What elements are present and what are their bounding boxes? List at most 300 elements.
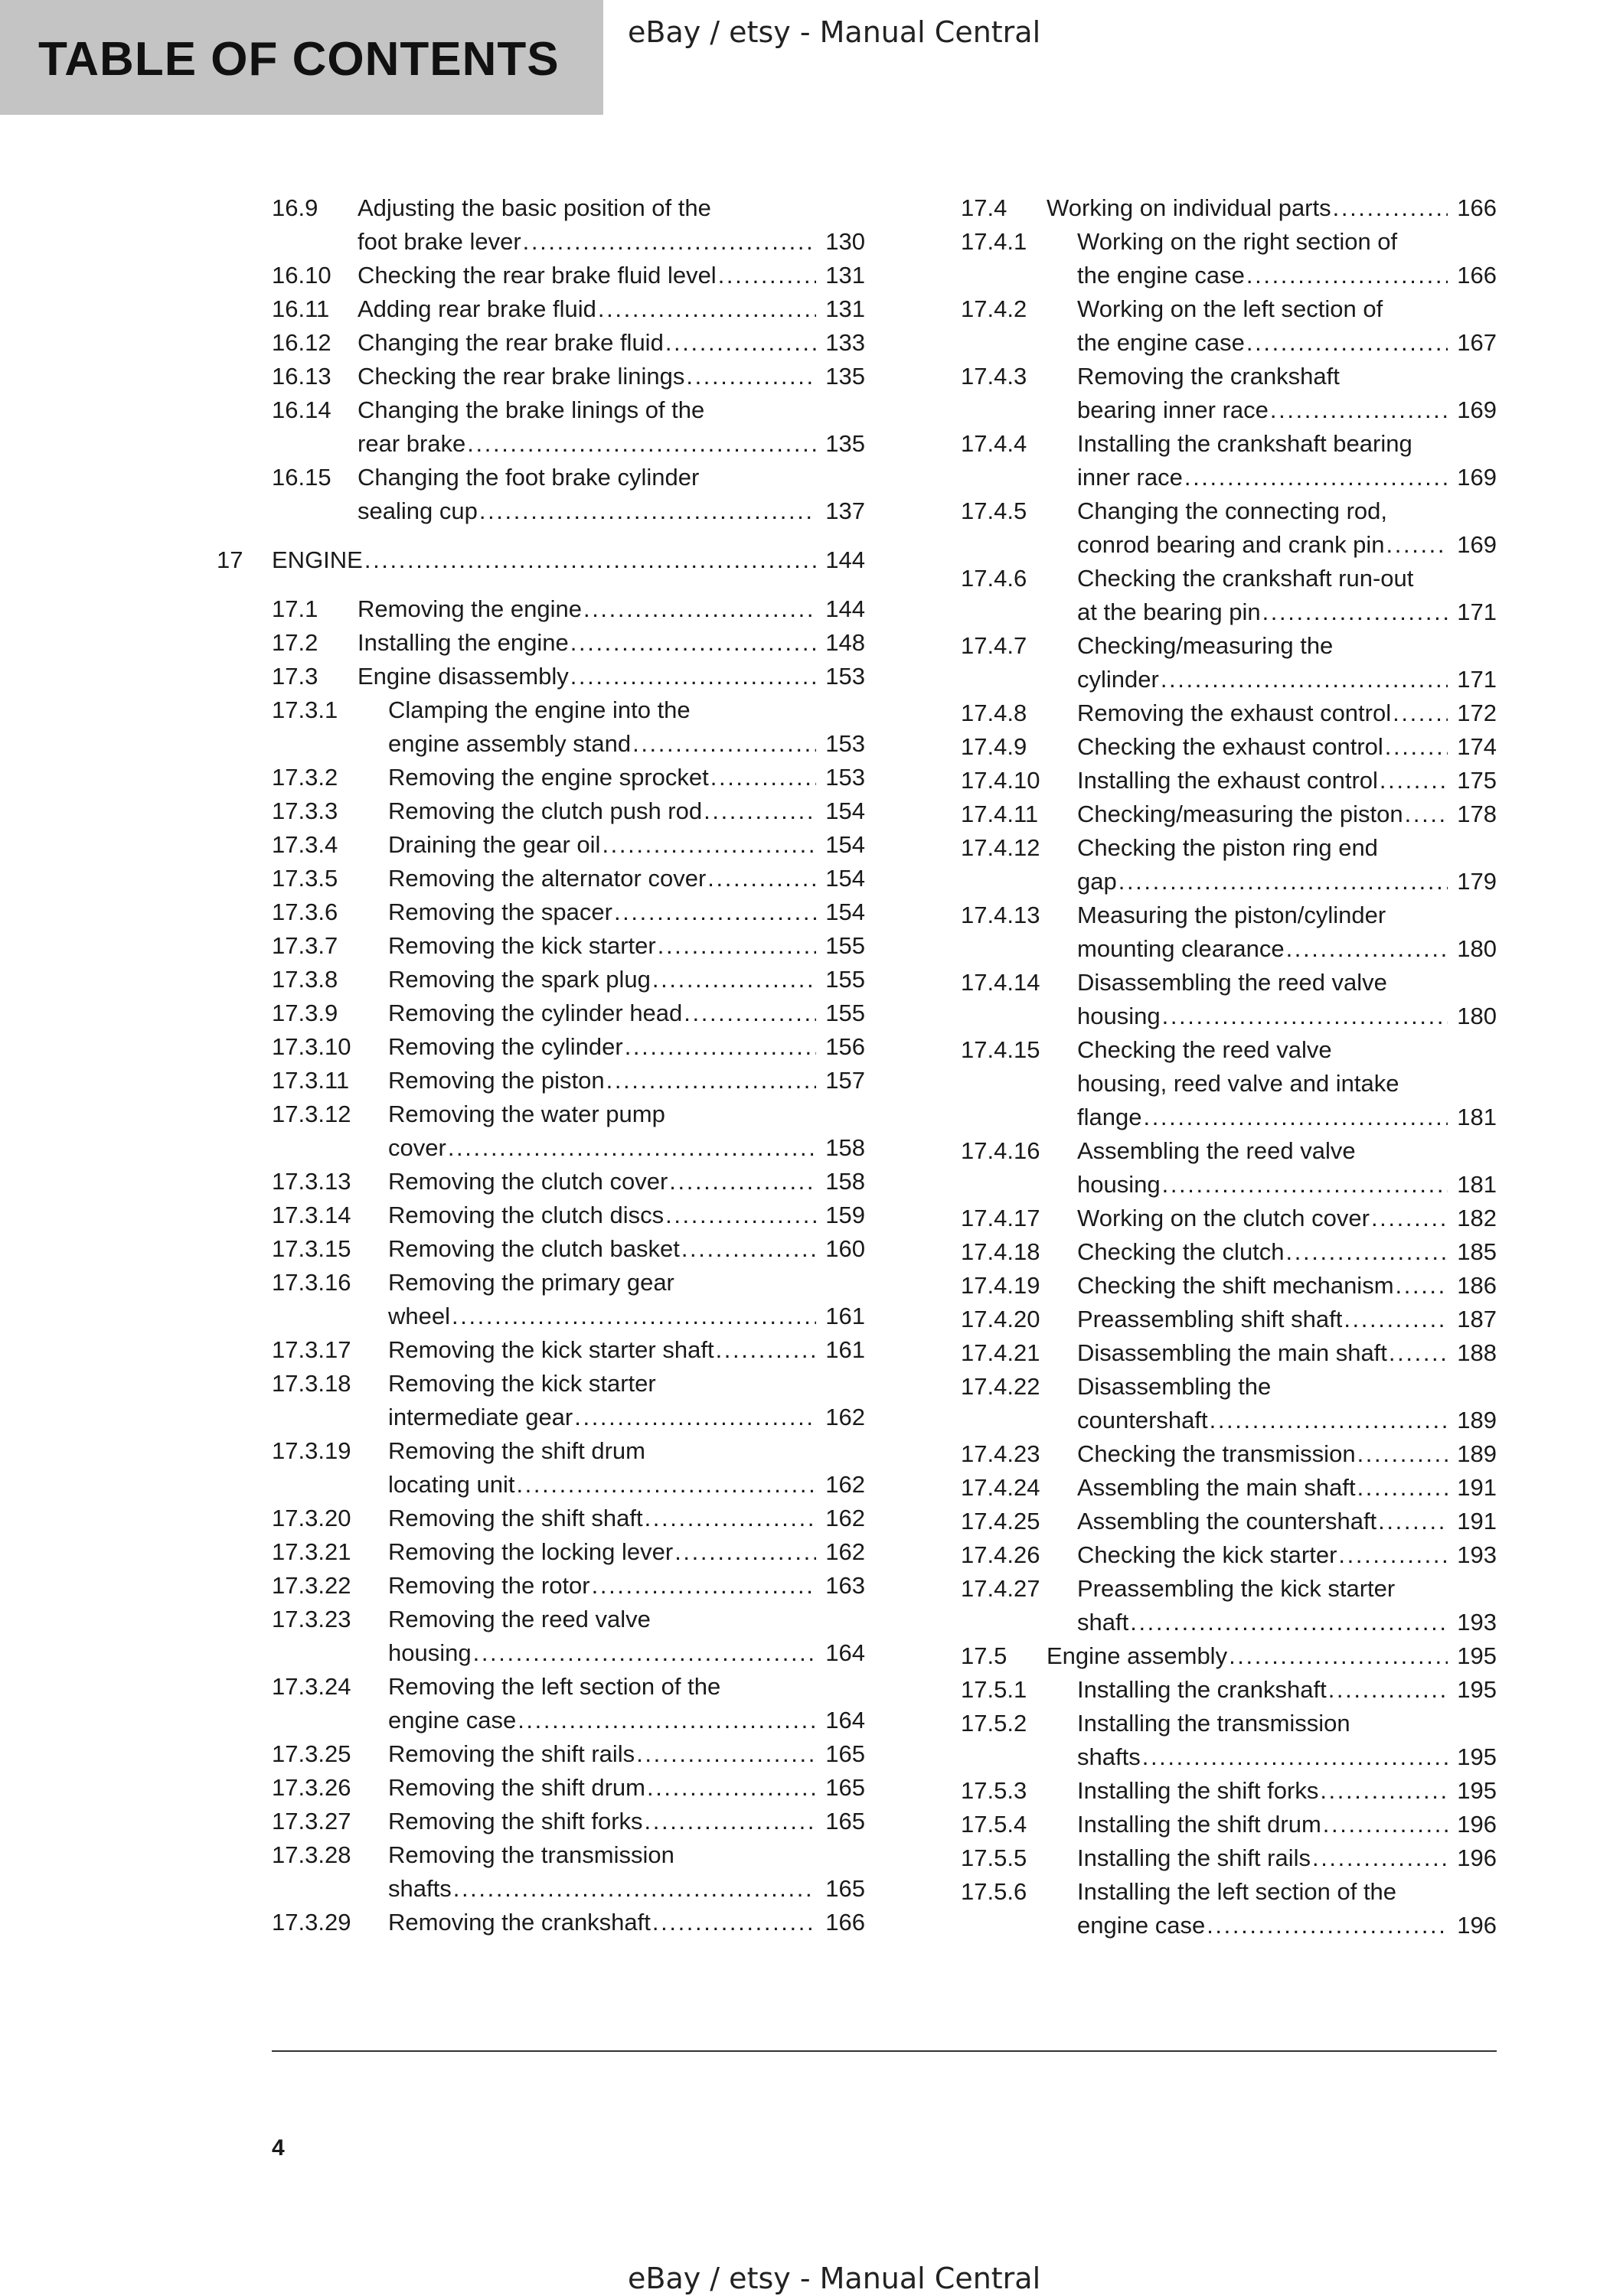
toc-entry-title: Removing the kick starter — [388, 932, 656, 959]
toc-entry[interactable] — [272, 1064, 865, 1097]
toc-entry[interactable] — [272, 862, 865, 895]
dot-leader — [1386, 528, 1448, 562]
dot-leader — [1371, 1202, 1448, 1235]
toc-entry[interactable] — [961, 1437, 1497, 1471]
toc-entry[interactable] — [272, 1266, 865, 1333]
toc-entry[interactable] — [961, 1471, 1497, 1505]
toc-entry[interactable] — [272, 1232, 865, 1266]
toc-entry[interactable] — [272, 1030, 865, 1064]
toc-entry-title-line: Removing the water pump — [388, 1101, 665, 1127]
toc-entry[interactable] — [961, 1707, 1497, 1774]
toc-entry-page: 135 — [825, 363, 865, 390]
toc-entry[interactable] — [961, 1370, 1497, 1437]
dot-leader — [1333, 191, 1448, 225]
toc-entry-page: 174 — [1457, 733, 1497, 760]
toc-entry-number: 17.3.16 — [272, 1269, 351, 1296]
toc-entry-number: 17.3.27 — [272, 1808, 351, 1835]
toc-entry[interactable] — [217, 543, 865, 577]
toc-entry[interactable] — [961, 1202, 1497, 1235]
toc-entry[interactable] — [272, 929, 865, 963]
toc-entry-number: 17.4.17 — [961, 1205, 1040, 1231]
toc-entry-title-line: Removing the reed valve — [388, 1606, 651, 1632]
toc-entry-number: 16.14 — [272, 396, 331, 423]
toc-entry-number: 17.3.5 — [272, 865, 338, 892]
toc-entry-page: 175 — [1457, 767, 1497, 794]
toc-entry[interactable] — [272, 1906, 865, 1939]
toc-entry-page: 144 — [825, 595, 865, 622]
toc-entry-number: 16.10 — [272, 262, 331, 289]
toc-entry[interactable] — [272, 1771, 865, 1805]
toc-entry[interactable] — [272, 1670, 865, 1737]
toc-entry-page: 155 — [825, 966, 865, 993]
toc-entry[interactable] — [961, 1875, 1497, 1942]
toc-entry-title: engine case — [388, 1707, 517, 1733]
toc-entry-title: Removing the clutch basket — [388, 1235, 680, 1262]
toc-entry-title: Removing the engine — [358, 595, 582, 622]
dot-leader — [583, 592, 816, 626]
dot-leader — [1286, 1235, 1448, 1269]
toc-entry-page: 181 — [1457, 1171, 1497, 1198]
toc-entry-title: Changing the rear brake fluid — [358, 329, 664, 356]
toc-left-column — [217, 191, 865, 1939]
toc-entry-title: engine case — [1077, 1912, 1206, 1939]
toc-entry-title: Removing the piston — [388, 1067, 605, 1094]
toc-entry[interactable] — [961, 1639, 1497, 1673]
toc-entry[interactable] — [961, 1841, 1497, 1875]
toc-entry-page: 160 — [825, 1235, 865, 1262]
toc-entry-title: housing — [388, 1639, 472, 1666]
toc-entry-page: 163 — [825, 1572, 865, 1599]
toc-entry-title-line: Adjusting the basic position of the — [358, 194, 711, 221]
dot-leader — [614, 895, 816, 929]
toc-entry-title: conrod bearing and crank pin — [1077, 531, 1385, 558]
toc-entry-title: Removing the exhaust control — [1077, 700, 1392, 726]
toc-entry-number: 17.4.4 — [961, 430, 1027, 457]
toc-entry-number: 17.3.15 — [272, 1235, 351, 1262]
toc-entry[interactable] — [961, 1235, 1497, 1269]
toc-entry-title: shafts — [388, 1875, 452, 1902]
toc-right-column — [961, 191, 1497, 1942]
toc-entry-title: engine assembly stand — [388, 730, 632, 757]
page-title: TABLE OF CONTENTS — [38, 33, 560, 86]
toc-entry[interactable] — [272, 326, 865, 360]
toc-entry-title: Working on individual parts — [1047, 194, 1331, 221]
toc-entry-page: 180 — [1457, 1003, 1497, 1029]
toc-entry-page: 155 — [825, 1000, 865, 1026]
toc-entry-page: 172 — [1457, 700, 1497, 726]
toc-entry-number: 17.4.23 — [961, 1440, 1040, 1467]
toc-entry-number: 17.3.2 — [272, 764, 338, 791]
dot-leader — [1357, 1471, 1448, 1505]
toc-entry-title: Removing the clutch discs — [388, 1202, 665, 1228]
toc-entry-title: flange — [1077, 1104, 1142, 1130]
toc-entry-page: 161 — [825, 1303, 865, 1329]
toc-entry[interactable] — [961, 225, 1497, 292]
toc-entry-title: sealing cup — [358, 497, 478, 524]
toc-entry-number: 16.11 — [272, 295, 330, 322]
toc-entry-number: 17.3.9 — [272, 1000, 338, 1026]
toc-entry-number: 17.4.9 — [961, 733, 1027, 760]
toc-entry-number: 17.4.12 — [961, 834, 1040, 861]
toc-entry[interactable] — [272, 1603, 865, 1670]
toc-entry-page: 137 — [825, 497, 865, 524]
toc-entry[interactable] — [961, 292, 1497, 360]
dot-leader — [523, 225, 816, 259]
toc-entry-number: 17.4.3 — [961, 363, 1027, 390]
toc-entry-title: Engine disassembly — [358, 663, 569, 690]
toc-entry-title: Checking the clutch — [1077, 1238, 1285, 1265]
toc-entry-page: 195 — [1457, 1642, 1497, 1669]
toc-entry-title-line: Changing the foot brake cylinder — [358, 464, 700, 491]
toc-entry-title: intermediate gear — [388, 1404, 573, 1430]
dot-leader — [574, 1401, 816, 1434]
toc-entry-page: 169 — [1457, 531, 1497, 558]
toc-entry-page: 165 — [825, 1808, 865, 1835]
dot-leader — [1142, 1740, 1448, 1774]
toc-entry-number: 17.3.8 — [272, 966, 338, 993]
toc-entry[interactable] — [272, 592, 865, 626]
dot-leader — [453, 1872, 816, 1906]
toc-entry-title-line: Installing the transmission — [1077, 1710, 1350, 1737]
toc-entry-title-line: Preassembling the kick starter — [1077, 1575, 1396, 1602]
toc-entry-title: Removing the shift rails — [388, 1740, 635, 1767]
toc-entry[interactable] — [961, 360, 1497, 427]
toc-entry-number: 16.9 — [272, 194, 318, 221]
toc-entry[interactable] — [272, 660, 865, 693]
dot-leader — [448, 1131, 816, 1165]
toc-entry[interactable] — [961, 427, 1497, 494]
toc-entry-number: 17.4.18 — [961, 1238, 1040, 1265]
toc-entry[interactable] — [272, 1367, 865, 1434]
toc-entry[interactable] — [272, 292, 865, 326]
dot-leader — [1143, 1101, 1448, 1134]
dot-leader — [716, 1333, 816, 1367]
footer-divider — [272, 2050, 1497, 2052]
header-banner — [0, 0, 603, 115]
dot-leader — [1385, 730, 1448, 764]
toc-entry[interactable] — [961, 730, 1497, 764]
toc-entry-title: Installing the crankshaft — [1077, 1676, 1327, 1703]
toc-entry-title-line: Removing the left section of the — [388, 1673, 721, 1700]
toc-entry[interactable] — [272, 461, 865, 528]
toc-entry-number: 17.3.23 — [272, 1606, 351, 1632]
toc-entry[interactable] — [272, 693, 865, 761]
toc-entry[interactable] — [272, 393, 865, 461]
toc-entry-number: 17.3.6 — [272, 899, 338, 925]
toc-entry-title: Installing the shift drum — [1077, 1811, 1321, 1838]
toc-entry-number: 17.5.3 — [961, 1777, 1027, 1804]
toc-entry-title-line: Installing the crankshaft bearing — [1077, 430, 1412, 457]
toc-entry[interactable] — [272, 996, 865, 1030]
toc-entry-page: 182 — [1457, 1205, 1497, 1231]
dot-leader — [1246, 259, 1448, 292]
dot-leader — [1405, 797, 1448, 831]
toc-entry-number: 17.3.24 — [272, 1673, 351, 1700]
toc-entry[interactable] — [961, 1336, 1497, 1370]
toc-entry-page: 191 — [1457, 1508, 1497, 1534]
toc-entry-title: Removing the rotor — [388, 1572, 590, 1599]
dot-leader — [1262, 595, 1448, 629]
dot-leader — [1118, 865, 1448, 899]
watermark-bottom: eBay / etsy - Manual Central — [628, 2262, 1041, 2295]
toc-entry-number: 17.3.12 — [272, 1101, 351, 1127]
toc-entry-number: 17.4.11 — [961, 801, 1039, 827]
dot-leader — [467, 427, 816, 461]
toc-entry-number: 17.3.13 — [272, 1168, 351, 1195]
toc-entry-title: Disassembling the main shaft — [1077, 1339, 1387, 1366]
toc-entry[interactable] — [272, 259, 865, 292]
toc-entry[interactable] — [961, 899, 1497, 966]
toc-entry[interactable] — [961, 831, 1497, 899]
toc-entry[interactable] — [272, 626, 865, 660]
dot-leader — [479, 494, 816, 528]
dot-leader — [364, 543, 816, 577]
toc-entry-title-line: Installing the left section of the — [1077, 1878, 1397, 1905]
toc-entry[interactable] — [961, 629, 1497, 696]
toc-entry-number: 17.3.7 — [272, 932, 338, 959]
toc-entry[interactable] — [272, 1502, 865, 1535]
toc-entry-number: 16.13 — [272, 363, 331, 390]
dot-leader — [645, 1502, 816, 1535]
dot-leader — [647, 1771, 816, 1805]
toc-entry-number: 17 — [217, 546, 243, 573]
toc-entry[interactable] — [272, 191, 865, 259]
toc-entry-page: 135 — [825, 430, 865, 457]
dot-leader — [632, 727, 816, 761]
dot-leader — [516, 1468, 816, 1502]
toc-entry-number: 17.4.26 — [961, 1541, 1040, 1568]
toc-entry[interactable] — [961, 1572, 1497, 1639]
toc-entry-page: 169 — [1457, 396, 1497, 423]
toc-entry-number: 17.4.16 — [961, 1137, 1040, 1164]
toc-entry-page: 195 — [1457, 1777, 1497, 1804]
toc-entry-page: 187 — [1457, 1306, 1497, 1332]
toc-entry[interactable] — [961, 1774, 1497, 1808]
toc-entry-title-line: Measuring the piston/cylinder — [1077, 902, 1386, 928]
toc-entry-number: 17.4.1 — [961, 228, 1027, 255]
toc-entry-title: cover — [388, 1134, 446, 1161]
toc-entry-page: 181 — [1457, 1104, 1497, 1130]
toc-entry-number: 17.4 — [961, 194, 1007, 221]
toc-entry[interactable] — [272, 1737, 865, 1771]
toc-entry-title: Removing the crankshaft — [388, 1909, 651, 1936]
toc-entry-title: Installing the shift rails — [1077, 1844, 1311, 1871]
dot-leader — [718, 259, 816, 292]
toc-entry-page: 178 — [1457, 801, 1497, 827]
toc-entry-page: 131 — [825, 295, 865, 322]
toc-entry-number: 17.5.2 — [961, 1710, 1027, 1737]
toc-entry-number: 17.3.11 — [272, 1067, 350, 1094]
toc-entry-title: Removing the locking lever — [388, 1538, 674, 1565]
toc-entry-number: 17.4.5 — [961, 497, 1027, 524]
toc-entry[interactable] — [272, 794, 865, 828]
toc-entry-page: 166 — [1457, 194, 1497, 221]
toc-entry[interactable] — [961, 562, 1497, 629]
toc-entry-title-line: Disassembling the — [1077, 1373, 1272, 1400]
toc-entry[interactable] — [272, 1805, 865, 1838]
dot-leader — [1184, 461, 1448, 494]
dot-leader — [1162, 1168, 1448, 1202]
toc-entry-page: 162 — [825, 1505, 865, 1531]
dot-leader — [710, 761, 816, 794]
dot-leader — [1161, 663, 1448, 696]
toc-entry[interactable] — [961, 1808, 1497, 1841]
toc-entry[interactable] — [272, 1838, 865, 1906]
dot-leader — [1270, 393, 1448, 427]
toc-entry-title: Assembling the main shaft — [1077, 1474, 1356, 1501]
toc-entry-number: 17.4.15 — [961, 1036, 1040, 1063]
toc-entry-title: Installing the engine — [358, 629, 569, 656]
toc-entry[interactable] — [272, 895, 865, 929]
toc-entry-page: 154 — [825, 899, 865, 925]
toc-entry[interactable] — [272, 1569, 865, 1603]
toc-entry-number: 16.12 — [272, 329, 331, 356]
toc-entry[interactable] — [961, 696, 1497, 730]
toc-entry-number: 17.3.17 — [272, 1336, 351, 1363]
toc-entry-title: Checking the rear brake linings — [358, 363, 685, 390]
toc-entry[interactable] — [272, 360, 865, 393]
toc-entry-title: Checking the exhaust control — [1077, 733, 1383, 760]
toc-entry[interactable] — [272, 1535, 865, 1569]
toc-entry[interactable] — [961, 1673, 1497, 1707]
watermark-top: eBay / etsy - Manual Central — [628, 15, 1041, 49]
toc-entry[interactable] — [961, 1134, 1497, 1202]
dot-leader — [1320, 1774, 1448, 1808]
toc-entry-title: Removing the kick starter shaft — [388, 1336, 714, 1363]
dot-leader — [1380, 764, 1448, 797]
dot-leader — [707, 862, 816, 895]
toc-entry-title-line: Checking/measuring the — [1077, 632, 1334, 659]
toc-entry-page: 165 — [825, 1774, 865, 1801]
toc-entry[interactable] — [961, 764, 1497, 797]
toc-entry[interactable] — [961, 1269, 1497, 1303]
toc-entry-title: Installing the exhaust control — [1077, 767, 1378, 794]
toc-entry-page: 153 — [825, 663, 865, 690]
toc-entry-title: Removing the clutch cover — [388, 1168, 668, 1195]
toc-entry-title-line: housing, reed valve and intake — [1077, 1070, 1399, 1097]
toc-entry-title: mounting clearance — [1077, 935, 1285, 962]
toc-entry-title: Removing the engine sprocket — [388, 764, 709, 791]
toc-entry-title-line: Working on the right section of — [1077, 228, 1398, 255]
toc-entry-page: 191 — [1457, 1474, 1497, 1501]
toc-entry-number: 17.3.25 — [272, 1740, 351, 1767]
dot-leader — [1393, 696, 1448, 730]
dot-leader — [686, 360, 816, 393]
toc-entry[interactable] — [961, 1505, 1497, 1538]
toc-entry-number: 17.3.29 — [272, 1909, 351, 1936]
toc-entry-number: 17.3.26 — [272, 1774, 351, 1801]
toc-entry-page: 196 — [1457, 1811, 1497, 1838]
toc-entry-title: Checking the kick starter — [1077, 1541, 1337, 1568]
toc-entry-title: Removing the cylinder — [388, 1033, 623, 1060]
toc-entry[interactable] — [961, 191, 1497, 225]
toc-entry[interactable] — [272, 963, 865, 996]
toc-entry-title: Removing the shift drum — [388, 1774, 645, 1801]
toc-entry-page: 154 — [825, 797, 865, 824]
toc-entry-title-line: Removing the crankshaft — [1077, 363, 1340, 390]
toc-entry-title: inner race — [1077, 464, 1183, 491]
dot-leader — [1162, 1000, 1448, 1033]
toc-entry-title: foot brake lever — [358, 228, 521, 255]
toc-entry-title: wheel — [388, 1303, 450, 1329]
toc-entry-title: Removing the shift forks — [388, 1808, 643, 1835]
toc-entry-number: 17.4.19 — [961, 1272, 1040, 1299]
dot-leader — [652, 1906, 816, 1939]
toc-entry-page: 193 — [1457, 1541, 1497, 1568]
toc-entry-page: 164 — [825, 1639, 865, 1666]
toc-entry-title: bearing inner race — [1077, 396, 1269, 423]
toc-entry-title-line: Changing the connecting rod, — [1077, 497, 1388, 524]
toc-entry-number: 17.3 — [272, 663, 318, 690]
toc-entry[interactable] — [961, 797, 1497, 831]
toc-entry-number: 16.15 — [272, 464, 331, 491]
toc-entry-page: 156 — [825, 1033, 865, 1060]
toc-entry-page: 153 — [825, 764, 865, 791]
toc-entry-number: 17.5.6 — [961, 1878, 1027, 1905]
toc-entry-page: 158 — [825, 1134, 865, 1161]
toc-entry[interactable] — [961, 494, 1497, 562]
toc-entry-number: 17.5.5 — [961, 1844, 1027, 1871]
toc-entry[interactable] — [961, 1538, 1497, 1572]
toc-entry[interactable] — [272, 1199, 865, 1232]
toc-entry-page: 166 — [1457, 262, 1497, 289]
toc-entry-number: 17.4.27 — [961, 1575, 1040, 1602]
dot-leader — [658, 929, 816, 963]
toc-entry-page: 189 — [1457, 1440, 1497, 1467]
toc-entry-page: 164 — [825, 1707, 865, 1733]
dot-leader — [592, 1569, 816, 1603]
toc-entry-page: 162 — [825, 1471, 865, 1498]
toc-entry-number: 17.4.7 — [961, 632, 1027, 659]
toc-entry-number: 17.3.10 — [272, 1033, 351, 1060]
dot-leader — [1396, 1269, 1448, 1303]
toc-entry-number: 17.5 — [961, 1642, 1007, 1669]
dot-leader — [1207, 1909, 1448, 1942]
toc-entry-number: 17.4.20 — [961, 1306, 1040, 1332]
toc-entry[interactable] — [272, 761, 865, 794]
toc-entry-title: Checking the shift mechanism — [1077, 1272, 1394, 1299]
toc-entry-page: 133 — [825, 329, 865, 356]
toc-entry[interactable] — [961, 966, 1497, 1033]
toc-entry-number: 17.5.1 — [961, 1676, 1027, 1703]
dot-leader — [669, 1165, 816, 1199]
toc-entry-page: 196 — [1457, 1912, 1497, 1939]
toc-entry-title-line: Removing the primary gear — [388, 1269, 674, 1296]
toc-entry-page: 153 — [825, 730, 865, 757]
dot-leader — [704, 794, 816, 828]
toc-entry[interactable] — [272, 828, 865, 862]
dot-leader — [652, 963, 816, 996]
toc-entry-page: 179 — [1457, 868, 1497, 895]
toc-entry[interactable] — [272, 1097, 865, 1165]
toc-entry-page: 169 — [1457, 464, 1497, 491]
dot-leader — [1357, 1437, 1448, 1471]
toc-entry-title-line: Checking the piston ring end — [1077, 834, 1378, 861]
toc-entry[interactable] — [272, 1165, 865, 1199]
toc-entry-title-line: Assembling the reed valve — [1077, 1137, 1356, 1164]
toc-entry[interactable] — [961, 1033, 1497, 1134]
dot-leader — [570, 626, 816, 660]
toc-entry-page: 165 — [825, 1740, 865, 1767]
toc-entry[interactable] — [272, 1333, 865, 1367]
toc-entry-page: 186 — [1457, 1272, 1497, 1299]
toc-entry-number: 17.4.24 — [961, 1474, 1040, 1501]
toc-entry-number: 17.2 — [272, 629, 318, 656]
toc-entry-page: 195 — [1457, 1676, 1497, 1703]
toc-entry[interactable] — [961, 1303, 1497, 1336]
dot-leader — [665, 326, 816, 360]
toc-entry[interactable] — [272, 1434, 865, 1502]
